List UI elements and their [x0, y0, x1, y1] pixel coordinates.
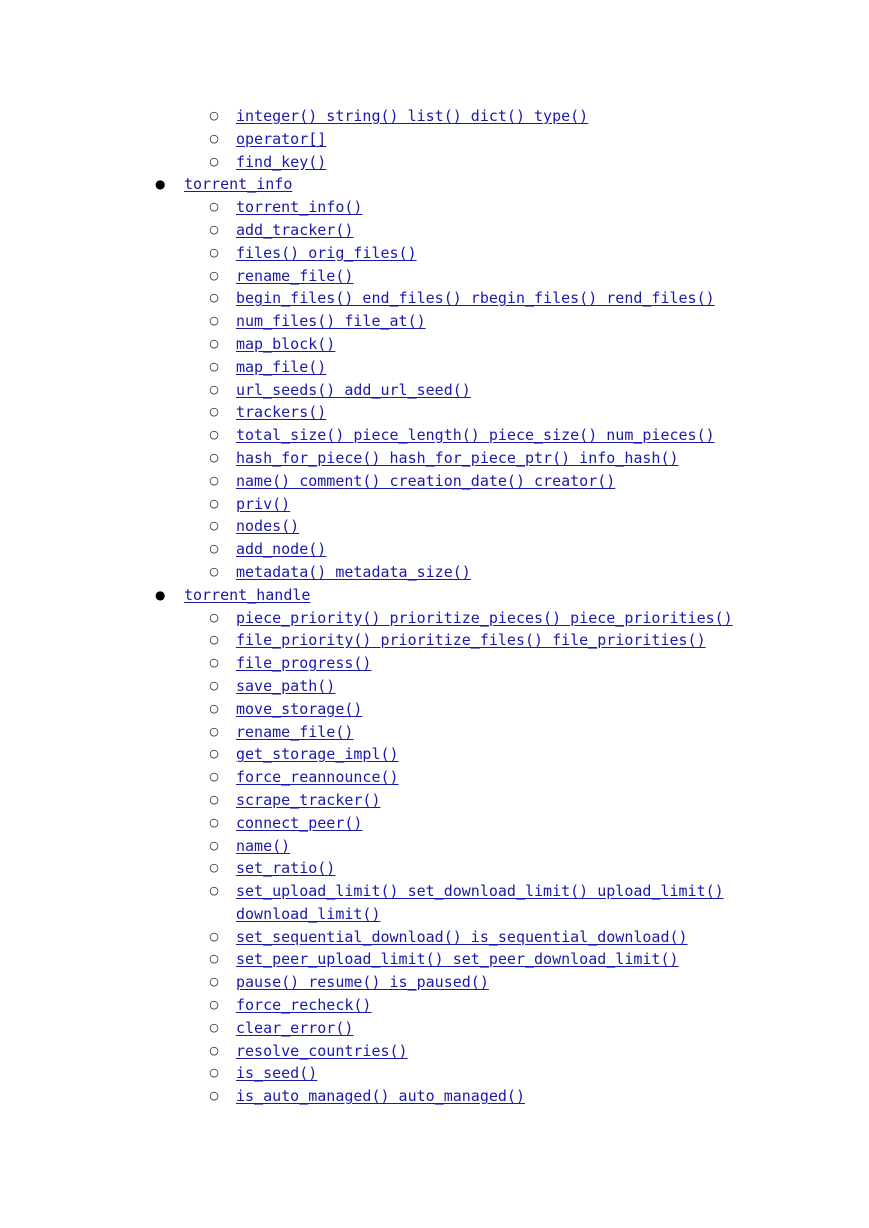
hollow-circle-bullet-icon: ○: [209, 291, 219, 305]
toc-subitem: [0, 675, 869, 698]
toc-subitem: [0, 743, 869, 766]
toc-subitem: [0, 242, 869, 265]
toc-subitem: [0, 857, 869, 880]
hollow-circle-bullet-icon: ○: [209, 542, 219, 556]
toc-link[interactable]: connect_peer(): [236, 813, 363, 832]
entry-pre-sublist: [0, 105, 869, 173]
toc-link[interactable]: file_progress(): [236, 654, 372, 673]
toc-link[interactable]: url_seeds() add_url_seed(): [236, 380, 471, 399]
hollow-circle-bullet-icon: ○: [209, 564, 219, 578]
hollow-circle-bullet-icon: ○: [209, 861, 219, 875]
toc-link[interactable]: trackers(): [236, 403, 327, 422]
hollow-circle-bullet-icon: ○: [209, 610, 219, 624]
toc-subitem: [0, 128, 869, 151]
toc-link[interactable]: name(): [236, 836, 291, 855]
torrent-handle-sublist: [0, 607, 869, 1109]
toc-subitem: [0, 515, 869, 538]
hollow-circle-bullet-icon: ○: [209, 131, 219, 145]
hollow-circle-bullet-icon: ○: [209, 154, 219, 168]
toc-link[interactable]: save_path(): [236, 676, 336, 695]
hollow-circle-bullet-icon: ○: [209, 678, 219, 692]
toc-link[interactable]: name() comment() creation_date() creator(): [236, 471, 616, 490]
toc-link[interactable]: file_priority() prioritize_files() file_priorities(): [236, 631, 706, 650]
toc-subitem: [0, 1062, 869, 1085]
hollow-circle-bullet-icon: ○: [209, 884, 219, 898]
toc-subitem: [0, 219, 869, 242]
toc-link[interactable]: force_reannounce(): [236, 768, 399, 787]
hollow-circle-bullet-icon: ○: [209, 929, 219, 943]
toc-subitem: [0, 561, 869, 584]
toc-subitem: [0, 721, 869, 744]
solid-disc-bullet-icon: ●: [155, 587, 166, 602]
toc-link[interactable]: set_upload_limit() set_download_limit() upload_limit() download_limit(): [236, 882, 724, 923]
toc-subitem: [0, 835, 869, 858]
toc-subitem: [0, 151, 869, 174]
hollow-circle-bullet-icon: ○: [209, 998, 219, 1012]
hollow-circle-bullet-icon: ○: [209, 314, 219, 328]
torrent-info-sublist: [0, 196, 869, 584]
hollow-circle-bullet-icon: ○: [209, 382, 219, 396]
toc-subitem: [0, 1085, 869, 1108]
toc-item-torrent-handle: [0, 584, 869, 607]
hollow-circle-bullet-icon: ○: [209, 975, 219, 989]
toc-subitem: [0, 698, 869, 721]
hollow-circle-bullet-icon: ○: [209, 952, 219, 966]
toc-subitem: [0, 424, 869, 447]
toc-link-torrent-info[interactable]: torrent_info: [184, 175, 293, 194]
toc-link[interactable]: rename_file(): [236, 266, 354, 285]
hollow-circle-bullet-icon: ○: [209, 268, 219, 282]
toc-link[interactable]: piece_priority() prioritize_pieces() piece_priorities(): [236, 608, 733, 627]
hollow-circle-bullet-icon: ○: [209, 222, 219, 236]
toc-link[interactable]: get_storage_impl(): [236, 745, 399, 764]
toc-link[interactable]: clear_error(): [236, 1018, 354, 1037]
toc-link[interactable]: is_seed(): [236, 1064, 318, 1083]
hollow-circle-bullet-icon: ○: [209, 1066, 219, 1080]
hollow-circle-bullet-icon: ○: [209, 245, 219, 259]
hollow-circle-bullet-icon: ○: [209, 656, 219, 670]
hollow-circle-bullet-icon: ○: [209, 359, 219, 373]
toc-link[interactable]: nodes(): [236, 517, 300, 536]
toc-item-torrent-info: [0, 173, 869, 196]
toc-link[interactable]: pause() resume() is_paused(): [236, 973, 489, 992]
toc-subitem: [0, 1040, 869, 1063]
toc-subitem: [0, 287, 869, 310]
hollow-circle-bullet-icon: ○: [209, 1043, 219, 1057]
toc-link[interactable]: find_key(): [236, 152, 327, 171]
toc-link[interactable]: metadata() metadata_size(): [236, 562, 471, 581]
hollow-circle-bullet-icon: ○: [209, 200, 219, 214]
table-of-contents: [0, 105, 869, 1108]
hollow-circle-bullet-icon: ○: [209, 109, 219, 122]
toc-link[interactable]: torrent_info(): [236, 198, 363, 217]
hollow-circle-bullet-icon: ○: [209, 633, 219, 647]
toc-subitem: [0, 629, 869, 652]
toc-link[interactable]: add_node(): [236, 540, 327, 559]
toc-link[interactable]: add_tracker(): [236, 220, 354, 239]
toc-link[interactable]: set_sequential_download() is_sequential_download(): [236, 927, 688, 946]
hollow-circle-bullet-icon: ○: [209, 747, 219, 761]
toc-subitem: [0, 196, 869, 219]
toc-link[interactable]: num_files() file_at(): [236, 312, 426, 331]
toc-link[interactable]: total_size() piece_length() piece_size() num_pieces(): [236, 426, 715, 445]
toc-link[interactable]: resolve_countries(): [236, 1041, 408, 1060]
hollow-circle-bullet-icon: ○: [209, 815, 219, 829]
hollow-circle-bullet-icon: ○: [209, 1089, 219, 1103]
hollow-circle-bullet-icon: ○: [209, 1020, 219, 1034]
toc-link[interactable]: files() orig_files(): [236, 243, 417, 262]
toc-subitem: [0, 994, 869, 1017]
toc-subitem: [0, 356, 869, 379]
toc-subitem: [0, 333, 869, 356]
toc-subitem: [0, 926, 869, 949]
hollow-circle-bullet-icon: ○: [209, 724, 219, 738]
toc-link[interactable]: move_storage(): [236, 699, 363, 718]
toc-link[interactable]: scrape_tracker(): [236, 790, 381, 809]
toc-top-list: [0, 584, 869, 607]
toc-subitem: [0, 789, 869, 812]
toc-link[interactable]: operator[]: [236, 129, 327, 148]
toc-subitem: [0, 401, 869, 424]
hollow-circle-bullet-icon: ○: [209, 838, 219, 852]
hollow-circle-bullet-icon: ○: [209, 496, 219, 510]
toc-link-torrent-handle[interactable]: torrent_handle: [184, 585, 311, 604]
toc-subitem: [0, 470, 869, 493]
toc-subitem: [0, 105, 869, 128]
toc-link[interactable]: is_auto_managed() auto_managed(): [236, 1087, 525, 1106]
toc-subitem: [0, 880, 869, 926]
hollow-circle-bullet-icon: ○: [209, 473, 219, 487]
toc-subitem: [0, 1017, 869, 1040]
toc-link[interactable]: map_file(): [236, 357, 327, 376]
toc-subitem: [0, 493, 869, 516]
hollow-circle-bullet-icon: ○: [209, 428, 219, 442]
toc-top-list: [0, 173, 869, 196]
hollow-circle-bullet-icon: ○: [209, 336, 219, 350]
hollow-circle-bullet-icon: ○: [209, 450, 219, 464]
toc-subitem: [0, 971, 869, 994]
toc-link[interactable]: rename_file(): [236, 722, 354, 741]
toc-link[interactable]: set_peer_upload_limit() set_peer_download_limit(): [236, 950, 679, 969]
toc-subitem: [0, 812, 869, 835]
toc-link[interactable]: map_block(): [236, 334, 336, 353]
toc-subitem: [0, 766, 869, 789]
toc-subitem: [0, 948, 869, 971]
hollow-circle-bullet-icon: ○: [209, 770, 219, 784]
toc-subitem: [0, 607, 869, 630]
toc-link[interactable]: force_recheck(): [236, 996, 372, 1015]
toc-link[interactable]: begin_files() end_files() rbegin_files() rend_files(): [236, 289, 715, 308]
toc-subitem: [0, 379, 869, 402]
hollow-circle-bullet-icon: ○: [209, 519, 219, 533]
toc-link[interactable]: set_ratio(): [236, 859, 336, 878]
toc-subitem: [0, 310, 869, 333]
toc-link[interactable]: priv(): [236, 494, 291, 513]
toc-link[interactable]: integer() string() list() dict() type(): [236, 107, 589, 125]
toc-subitem: [0, 538, 869, 561]
toc-subitem: [0, 652, 869, 675]
hollow-circle-bullet-icon: ○: [209, 701, 219, 715]
hollow-circle-bullet-icon: ○: [209, 792, 219, 806]
toc-link[interactable]: hash_for_piece() hash_for_piece_ptr() info_hash(): [236, 448, 679, 467]
toc-subitem: [0, 447, 869, 470]
toc-subitem: [0, 265, 869, 288]
solid-disc-bullet-icon: ●: [155, 177, 166, 192]
hollow-circle-bullet-icon: ○: [209, 405, 219, 419]
